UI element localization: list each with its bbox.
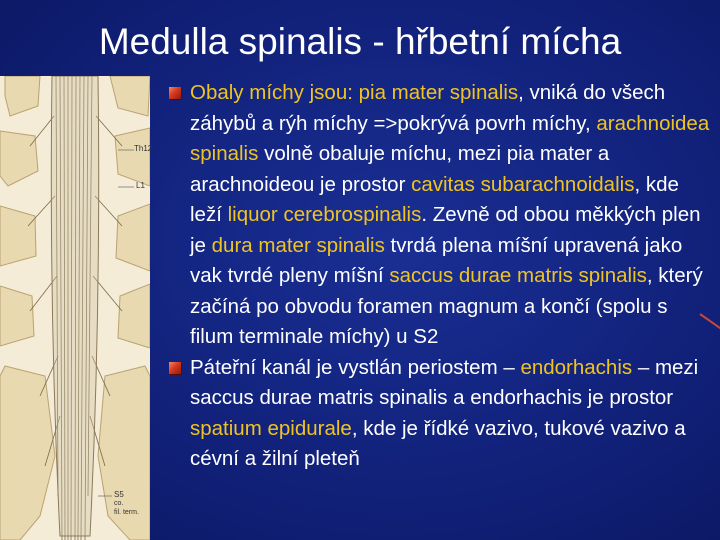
label-l1: L1: [136, 181, 145, 190]
slide-title: Medulla spinalis - hřbetní mícha: [98, 21, 622, 62]
bullet-item: [165, 353, 710, 475]
label-s5: S5: [114, 490, 124, 499]
bullet-item: [165, 78, 710, 353]
spinal-cord-illustration: [0, 76, 153, 540]
label-co: co.: [114, 500, 124, 507]
bullet-list: [165, 78, 710, 475]
label-th12: Th12: [134, 144, 153, 153]
label-fil-term: fil. term.: [114, 509, 139, 516]
bullet-text: Páteřní kanál je vystlán periostem – endorhachis – mezi saccus durae matris spinalis a endorhachis je prostor spatium epidurale, kde je řídké vazivo, tukové vazivo a cévní a žilní pleteň: [190, 355, 699, 470]
square-bullet-icon: [169, 362, 181, 374]
bullet-text: Obaly míchy jsou: pia mater spinalis, vniká do všech záhybů a rýh míchy =>pokrývá povrh míchy, arachnoidea spinalis volně obaluje míchu, mezi pia mater a arachnoideou je prostor cavitas subarachnoidalis, kde leží liquor cerebrospinalis. Zevně od obou měkkých plen je dura mater spinalis tvrdá plena míšní upravená jako vak tvrdé pleny míšní saccus durae matris spinalis, který začíná po obvodu foramen magnum a končí (spolu s filum terminale míchy) u S2: [190, 81, 710, 348]
square-bullet-icon: [169, 87, 181, 99]
